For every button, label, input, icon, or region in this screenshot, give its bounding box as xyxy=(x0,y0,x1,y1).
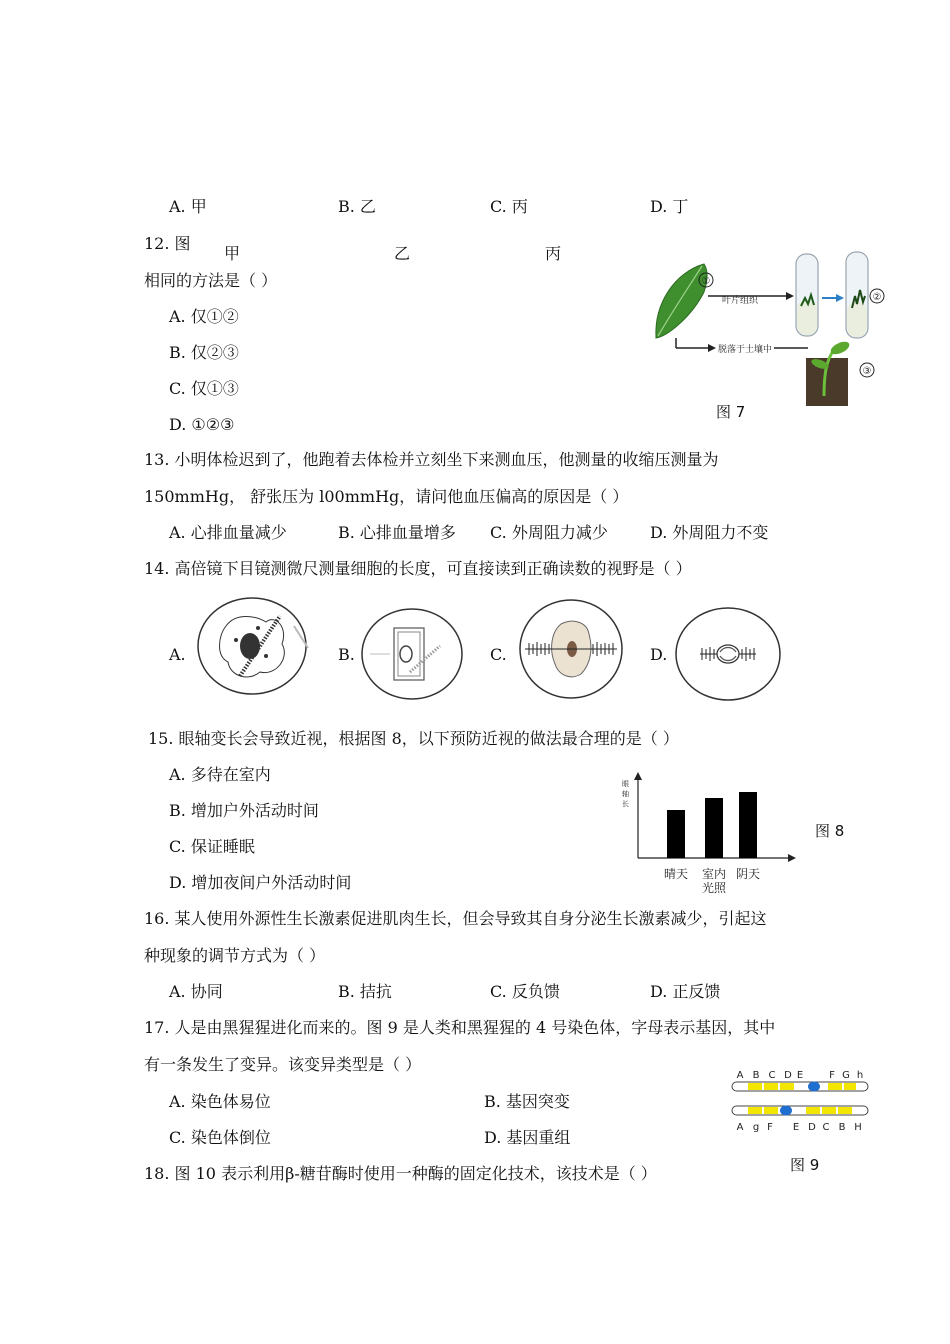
q15-option-d: D. 增加夜间户外活动时间 xyxy=(169,873,352,892)
gene-label-top: G xyxy=(842,1070,850,1081)
chromosome-top-segment xyxy=(780,1083,794,1090)
q12-label-jia: 甲 xyxy=(224,244,241,263)
q14-line1: 14. 高倍镜下目镜测微尺测量细胞的长度，可直接读到正确读数的视野是（ ） xyxy=(144,559,692,578)
q15-option-a: A. 多待在室内 xyxy=(169,765,271,784)
microscope-field-a xyxy=(196,596,312,700)
chart-y-label-2: 轴 xyxy=(622,790,629,798)
q14-option-a-letter: A. xyxy=(169,645,186,664)
q11-option-d: D. 丁 xyxy=(650,197,689,216)
q12-option-b: B. 仅②③ xyxy=(169,343,239,362)
chart-x-tick-label: 光照 xyxy=(701,881,727,895)
q12-label-yi: 乙 xyxy=(394,244,411,263)
q17-line1: 17. 人是由黑猩猩进化而来的。图 9 是人类和黑猩猩的 4 号染色体，字母表示基因，其中 xyxy=(144,1018,776,1037)
chromosome-top-segment xyxy=(764,1083,778,1090)
chromosome-bottom-segment xyxy=(748,1107,762,1114)
q15-line1: 15. 眼轴变长会导致近视，根据图 8，以下预防近视的做法最合理的是（ ） xyxy=(148,729,679,748)
figure-7-plant-propagation xyxy=(648,246,898,410)
figure-7-soil-label: 脱落于土壤中 xyxy=(718,345,773,355)
gene-label-bottom: g xyxy=(752,1122,760,1133)
figure-9-caption: 图 9 xyxy=(790,1156,820,1174)
gene-label-top: D xyxy=(784,1070,792,1081)
figure-7-leaf-tissue-label: 叶片组织 xyxy=(722,296,759,306)
chromosome-bottom-segment xyxy=(838,1107,852,1114)
figure-7-marker-1: ① xyxy=(701,276,711,287)
figure-7-caption: 图 7 xyxy=(716,403,746,421)
figure-8-bar-chart xyxy=(618,768,804,900)
gene-label-top: h xyxy=(856,1070,864,1081)
gene-label-bottom: D xyxy=(808,1122,816,1133)
q16-option-d: D. 正反馈 xyxy=(650,982,721,1001)
gene-label-bottom: E xyxy=(792,1122,800,1133)
q11-option-a: A. 甲 xyxy=(169,197,207,216)
q11-option-b: B. 乙 xyxy=(338,197,376,216)
figure-7-marker-2: ② xyxy=(872,292,882,303)
gene-label-top: B xyxy=(752,1070,760,1081)
q17-option-a: A. 染色体易位 xyxy=(169,1092,271,1111)
q17-option-b: B. 基因突变 xyxy=(484,1092,570,1111)
chart-x-tick-label: 阴天 xyxy=(735,867,761,881)
q14-option-b-letter: B. xyxy=(338,645,355,664)
microscope-field-b xyxy=(360,606,466,702)
chromosome-bottom-segment xyxy=(806,1107,820,1114)
gene-label-bottom: C xyxy=(822,1122,830,1133)
gene-label-bottom: A xyxy=(736,1122,744,1133)
gene-label-bottom: F xyxy=(767,1122,773,1133)
q15-option-c: C. 保证睡眠 xyxy=(169,837,255,856)
gene-label-top: A xyxy=(736,1070,744,1081)
figure-7-marker-3: ③ xyxy=(862,366,872,377)
q15-option-b: B. 增加户外活动时间 xyxy=(169,801,319,820)
chart-y-label-1: 眼 xyxy=(622,780,629,788)
q16-line2: 种现象的调节方式为（ ） xyxy=(144,946,326,965)
q18-line1: 18. 图 10 表示利用β-糖苷酶时使用一种酶的固定化技术，该技术是（ ） xyxy=(144,1164,657,1183)
q16-option-a: A. 协同 xyxy=(169,982,223,1001)
q12-line1-prefix: 12. 图 xyxy=(144,234,191,253)
q11-option-c: C. 丙 xyxy=(490,197,528,216)
q16-option-b: B. 拮抗 xyxy=(338,982,392,1001)
microscope-field-d xyxy=(672,606,784,704)
chromosome-bottom-segment xyxy=(764,1107,778,1114)
figure-8-caption: 图 8 xyxy=(815,822,845,840)
q12-option-d: D. ①②③ xyxy=(169,415,235,434)
q14-option-d-letter: D. xyxy=(650,645,668,664)
gene-label-top: F xyxy=(829,1070,835,1081)
chromosome-top-centromere xyxy=(808,1082,820,1092)
chromosome-top-segment xyxy=(844,1083,856,1090)
q12-option-c: C. 仅①③ xyxy=(169,379,239,398)
gene-label-bottom: H xyxy=(854,1122,862,1133)
chart-bar-1 xyxy=(667,810,685,858)
q17-line2: 有一条发生了变异。该变异类型是（ ） xyxy=(144,1055,422,1074)
chart-x-tick-label: 室内 xyxy=(701,867,727,881)
chart-bar-3 xyxy=(739,792,757,858)
q12-label-bing: 丙 xyxy=(545,244,562,263)
chromosome-top-segment xyxy=(748,1083,762,1090)
q17-option-d: D. 基因重组 xyxy=(484,1128,571,1147)
q14-option-c-letter: C. xyxy=(490,645,507,664)
chromosome-bottom-segment xyxy=(822,1107,836,1114)
q16-option-c: C. 反负馈 xyxy=(490,982,560,1001)
q13-option-c: C. 外周阻力减少 xyxy=(490,523,608,542)
q13-line2: 150mmHg， 舒张压为 l00mmHg，请问他血压偏高的原因是（ ） xyxy=(144,487,629,506)
q13-line1: 13. 小明体检迟到了，他跑着去体检并立刻坐下来测血压，他测量的收缩压测量为 xyxy=(144,450,719,469)
q12-option-a: A. 仅①② xyxy=(169,307,239,326)
q12-line2: 相同的方法是（ ） xyxy=(144,271,278,290)
q13-option-d: D. 外周阻力不变 xyxy=(650,523,769,542)
chart-y-label-3: 长 xyxy=(622,800,629,808)
q13-option-b: B. 心排血量增多 xyxy=(338,523,456,542)
chromosome-bottom-centromere xyxy=(780,1106,792,1116)
figure-9-chromosomes xyxy=(728,1064,874,1140)
gene-label-bottom: B xyxy=(838,1122,846,1133)
gene-label-top: E xyxy=(796,1070,804,1081)
chart-x-tick-label: 晴天 xyxy=(663,867,689,881)
q17-option-c: C. 染色体倒位 xyxy=(169,1128,271,1147)
chromosome-top-segment xyxy=(828,1083,842,1090)
chart-bar-2 xyxy=(705,798,723,858)
q16-line1: 16. 某人使用外源性生长激素促进肌肉生长，但会导致其自身分泌生长激素减少，引起这 xyxy=(144,909,767,928)
q13-option-a: A. 心排血量减少 xyxy=(169,523,287,542)
microscope-field-c xyxy=(517,598,625,702)
gene-label-top: C xyxy=(768,1070,776,1081)
